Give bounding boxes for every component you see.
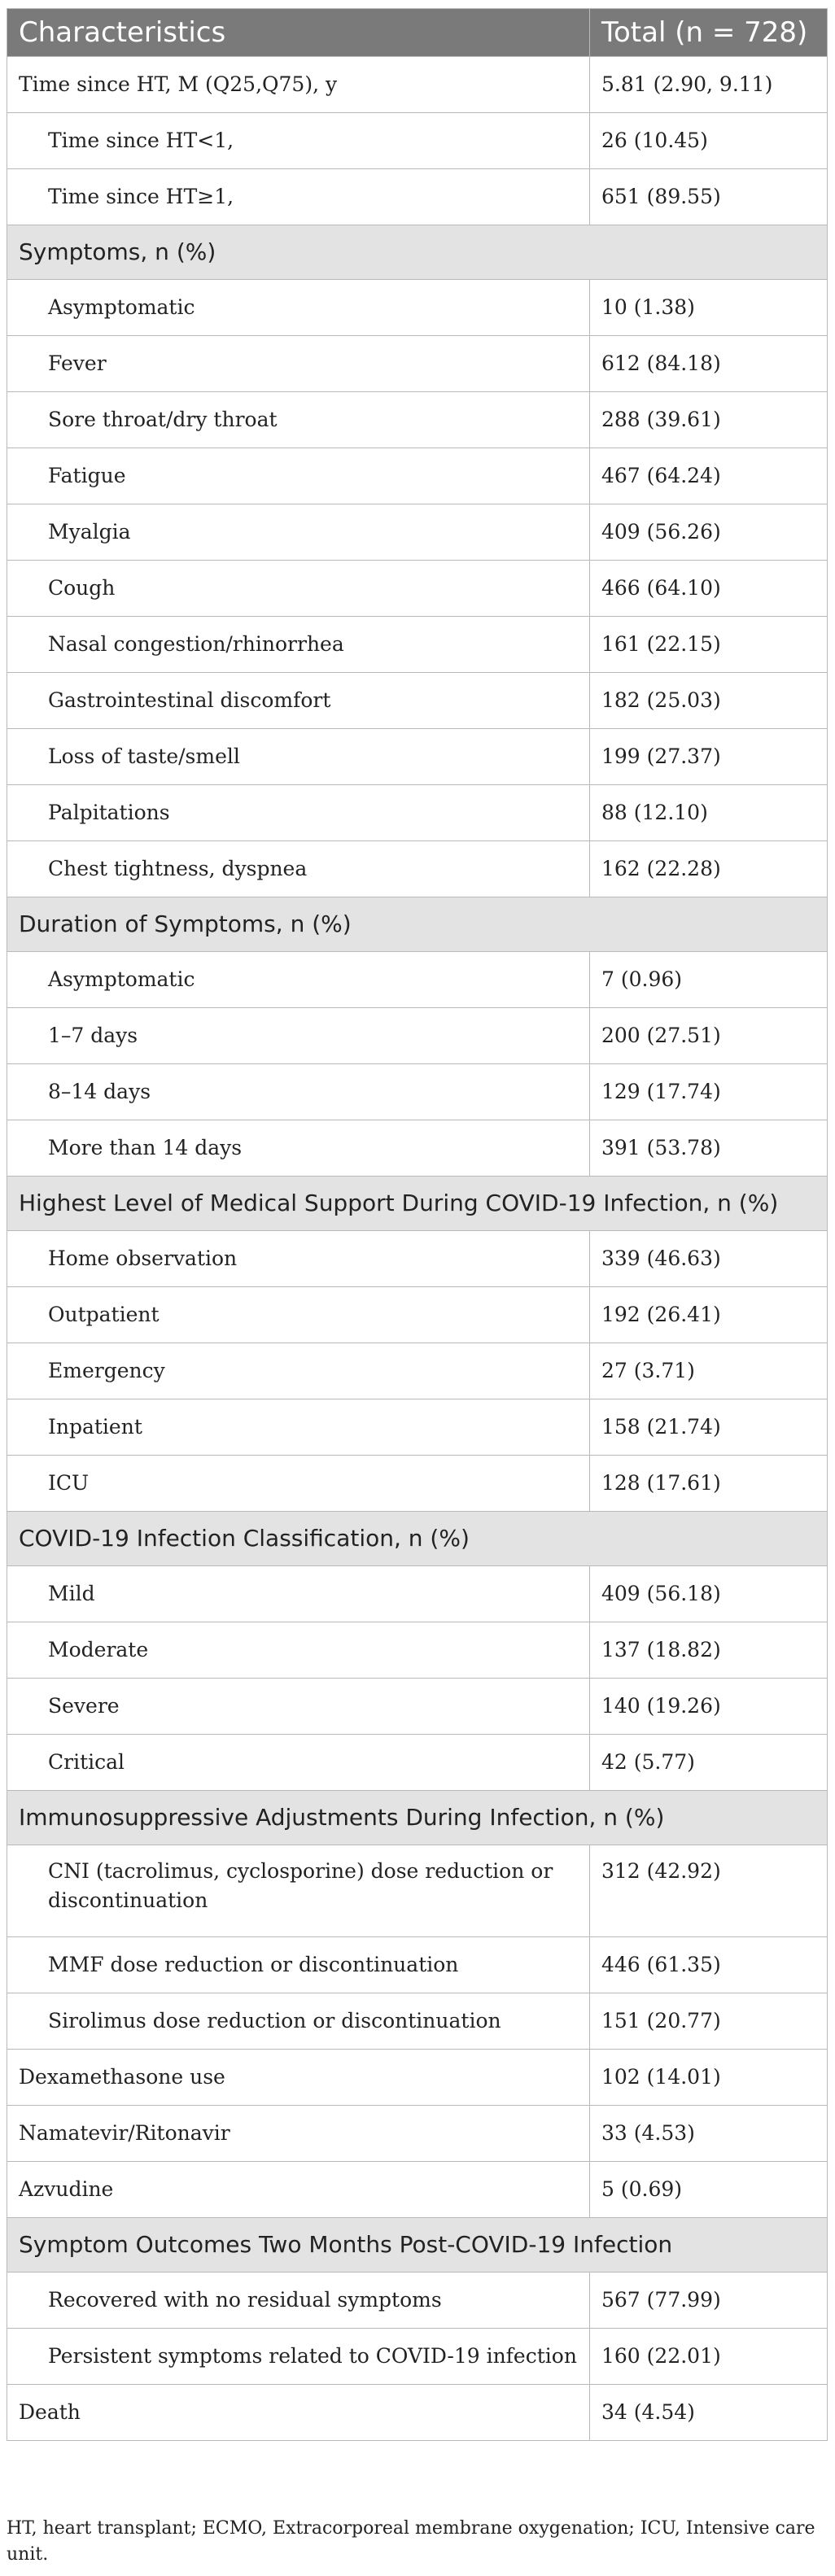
table-row: [7, 1735, 828, 1791]
row-label: Chest tightness, dyspnea: [7, 841, 590, 897]
table-row: [7, 561, 828, 617]
table-row: [7, 952, 828, 1008]
row-label: Asymptomatic: [7, 952, 590, 1008]
section-title: COVID-19 Infection Classification, n (%): [7, 1512, 828, 1566]
row-value: 88 (12.10): [590, 785, 828, 841]
section-title: Symptoms, n (%): [7, 225, 828, 280]
characteristics-table-container: [7, 8, 827, 2441]
row-label: Severe: [7, 1679, 590, 1735]
row-value: 339 (46.63): [590, 1231, 828, 1287]
row-label: Emergency: [7, 1343, 590, 1399]
table-row: [7, 2106, 828, 2162]
row-label: Fatigue: [7, 448, 590, 504]
row-label: Persistent symptoms related to COVID-19 infection: [7, 2329, 590, 2385]
row-label: Dexamethasone use: [7, 2050, 590, 2106]
table-header: [7, 9, 828, 57]
row-value: 26 (10.45): [590, 113, 828, 169]
table-row: [7, 1120, 828, 1177]
row-label: Myalgia: [7, 504, 590, 561]
row-label: Namatevir/Ritonavir: [7, 2106, 590, 2162]
row-label: Sirolimus dose reduction or discontinuation: [7, 1993, 590, 2050]
row-value: 612 (84.18): [590, 336, 828, 392]
row-value: 7 (0.96): [590, 952, 828, 1008]
row-label: 1–7 days: [7, 1008, 590, 1064]
row-label: Time since HT<1,: [7, 113, 590, 169]
row-value: 137 (18.82): [590, 1622, 828, 1679]
row-label: 8–14 days: [7, 1064, 590, 1120]
section-title: Duration of Symptoms, n (%): [7, 897, 828, 952]
row-label: Palpitations: [7, 785, 590, 841]
section-header-row: [7, 1791, 828, 1845]
row-label: Azvudine: [7, 2162, 590, 2218]
row-value: 567 (77.99): [590, 2273, 828, 2329]
row-label: Nasal congestion/rhinorrhea: [7, 617, 590, 673]
row-value: 33 (4.53): [590, 2106, 828, 2162]
row-label: Asymptomatic: [7, 280, 590, 336]
row-value: 161 (22.15): [590, 617, 828, 673]
table-row: [7, 1008, 828, 1064]
row-value: 27 (3.71): [590, 1343, 828, 1399]
row-label: Sore throat/dry throat: [7, 392, 590, 448]
table-row: [7, 1064, 828, 1120]
table-row: [7, 448, 828, 504]
row-value: 199 (27.37): [590, 729, 828, 785]
row-label: ICU: [7, 1456, 590, 1512]
row-value: 34 (4.54): [590, 2385, 828, 2441]
row-value: 312 (42.92): [590, 1845, 828, 1937]
row-value: 158 (21.74): [590, 1399, 828, 1456]
row-value: 102 (14.01): [590, 2050, 828, 2106]
table-row: [7, 2050, 828, 2106]
table-row: [7, 729, 828, 785]
row-value: 160 (22.01): [590, 2329, 828, 2385]
row-label: Fever: [7, 336, 590, 392]
table-row: [7, 1456, 828, 1512]
row-label: Home observation: [7, 1231, 590, 1287]
table-row: [7, 617, 828, 673]
row-value: 651 (89.55): [590, 169, 828, 225]
section-header-row: [7, 225, 828, 280]
row-value: 5.81 (2.90, 9.11): [590, 57, 828, 113]
row-value: 162 (22.28): [590, 841, 828, 897]
row-label: Mild: [7, 1566, 590, 1622]
table-row: [7, 1343, 828, 1399]
row-value: 128 (17.61): [590, 1456, 828, 1512]
table-footnote: HT, heart transplant; ECMO, Extracorporeal membrane oxygenation; ICU, Intensive care unit.: [7, 2518, 815, 2565]
table-row: [7, 1993, 828, 2050]
row-value: 409 (56.26): [590, 504, 828, 561]
row-value: 129 (17.74): [590, 1064, 828, 1120]
characteristics-table: [7, 8, 828, 2441]
table-row: [7, 1622, 828, 1679]
header-total: Total (n = 728): [590, 9, 828, 57]
table-row: [7, 1287, 828, 1343]
row-value: 182 (25.03): [590, 673, 828, 729]
table-row: [7, 1679, 828, 1735]
row-label: Gastrointestinal discomfort: [7, 673, 590, 729]
row-label: Moderate: [7, 1622, 590, 1679]
row-label: Critical: [7, 1735, 590, 1791]
section-header-row: [7, 897, 828, 952]
table-row: [7, 2162, 828, 2218]
header-row: [7, 9, 828, 57]
header-characteristics: Characteristics: [7, 9, 590, 57]
row-value: 466 (64.10): [590, 561, 828, 617]
row-label: Death: [7, 2385, 590, 2441]
row-label: Inpatient: [7, 1399, 590, 1456]
row-label: CNI (tacrolimus, cyclosporine) dose reduction or discontinuation: [7, 1845, 590, 1937]
row-value: 42 (5.77): [590, 1735, 828, 1791]
table-row: [7, 392, 828, 448]
table-row: [7, 336, 828, 392]
row-label: Loss of taste/smell: [7, 729, 590, 785]
section-header-row: [7, 1177, 828, 1231]
row-value: 5 (0.69): [590, 2162, 828, 2218]
row-label: More than 14 days: [7, 1120, 590, 1177]
table-row: [7, 280, 828, 336]
row-label: Time since HT≥1,: [7, 169, 590, 225]
table-row: [7, 785, 828, 841]
table-row: [7, 841, 828, 897]
row-label: MMF dose reduction or discontinuation: [7, 1937, 590, 1993]
row-label: Outpatient: [7, 1287, 590, 1343]
table-row: [7, 2385, 828, 2441]
row-value: 288 (39.61): [590, 392, 828, 448]
row-label: Time since HT, M (Q25,Q75), y: [7, 57, 590, 113]
section-header-row: [7, 1512, 828, 1566]
table-row: [7, 2273, 828, 2329]
section-title: Immunosuppressive Adjustments During Infection, n (%): [7, 1791, 828, 1845]
row-value: 446 (61.35): [590, 1937, 828, 1993]
table-row: [7, 504, 828, 561]
row-value: 140 (19.26): [590, 1679, 828, 1735]
table-row: [7, 57, 828, 113]
table-body: [7, 57, 828, 2441]
row-value: 391 (53.78): [590, 1120, 828, 1177]
row-value: 151 (20.77): [590, 1993, 828, 2050]
table-row: [7, 1231, 828, 1287]
row-label: Recovered with no residual symptoms: [7, 2273, 590, 2329]
section-title: Symptom Outcomes Two Months Post-COVID-19 Infection: [7, 2218, 828, 2273]
row-value: 192 (26.41): [590, 1287, 828, 1343]
row-value: 409 (56.18): [590, 1566, 828, 1622]
table-row: [7, 673, 828, 729]
table-row: [7, 1566, 828, 1622]
table-row: [7, 1399, 828, 1456]
row-value: 200 (27.51): [590, 1008, 828, 1064]
table-row: [7, 113, 828, 169]
table-row: [7, 2329, 828, 2385]
table-row: [7, 1937, 828, 1993]
section-header-row: [7, 2218, 828, 2273]
table-row: [7, 1845, 828, 1937]
section-title: Highest Level of Medical Support During COVID-19 Infection, n (%): [7, 1177, 828, 1231]
row-value: 10 (1.38): [590, 280, 828, 336]
table-row: [7, 169, 828, 225]
row-label: Cough: [7, 561, 590, 617]
row-value: 467 (64.24): [590, 448, 828, 504]
